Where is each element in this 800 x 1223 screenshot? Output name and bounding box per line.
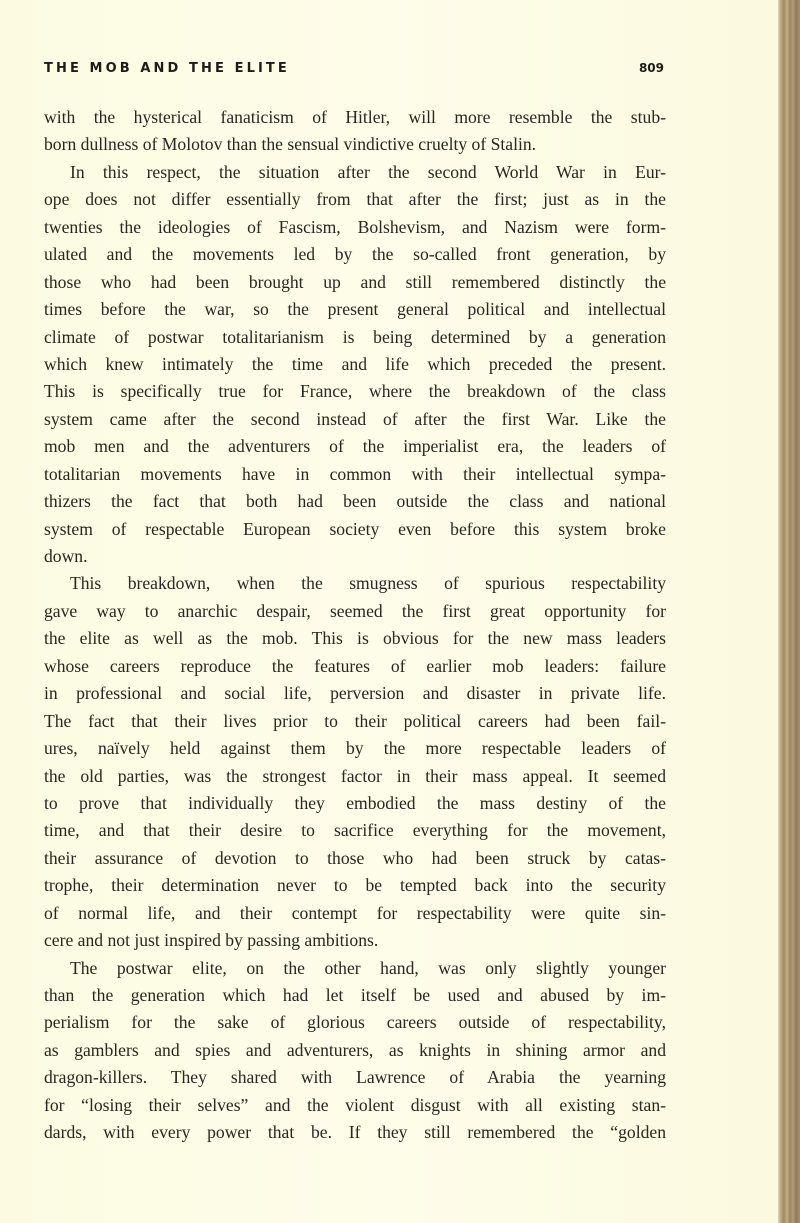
text-line: perialism for the sake of glorious careers outside of respectability, (44, 1012, 666, 1033)
text-line: climate of postwar totalitarianism is being determined by a generation (44, 326, 666, 347)
text-line: cere and not just inspired by passing ambitions. (44, 930, 379, 951)
text-line: born dullness of Molotov than the sensual vindictive cruelty of Stalin. (44, 134, 537, 155)
text-line: dragon-killers. They shared with Lawrence of Arabia the yearning (44, 1067, 666, 1088)
text-line: This breakdown, when the smugness of spurious respectability (70, 573, 666, 594)
text-line: the old parties, was the strongest factor in their mass appeal. It seemed (44, 765, 666, 786)
text-line: The fact that their lives prior to their political careers had been fail- (44, 710, 666, 731)
text-line: their assurance of devotion to those who had been struck by catas- (44, 847, 666, 868)
text-line: times before the war, so the present general political and intellectual (44, 299, 666, 320)
text-line: In this respect, the situation after the second World War in Eur- (70, 161, 666, 182)
text-line: down. (44, 546, 88, 566)
text-line: ulated and the movements led by the so-called front generation, by (44, 244, 666, 265)
text-line: to prove that individually they embodied the mass destiny of the (44, 792, 666, 813)
text-line: dards, with every power that be. If they still remembered the “golden (44, 1122, 666, 1143)
page-edge (778, 0, 800, 1223)
text-line: twenties the ideologies of Fascism, Bolshevism, and Nazism were form- (44, 216, 666, 237)
text-line: ures, naïvely held against them by the more respectable leaders of (44, 738, 666, 759)
text-line: The postwar elite, on the other hand, was only slightly younger (70, 957, 666, 978)
text-line: trophe, their determination never to be tempted back into the security (44, 875, 666, 896)
running-head-title: THE MOB AND THE ELITE (44, 61, 290, 76)
text-line: gave way to anarchic despair, seemed the first great opportunity for (44, 600, 666, 621)
text-line: system came after the second instead of after the first War. Like the (44, 408, 666, 429)
text-line: ope does not differ essentially from that after the first; just as in the (44, 189, 666, 210)
text-line: as gamblers and spies and adventurers, as knights in shining armor and (44, 1039, 666, 1060)
text-line: in professional and social life, perversion and disaster in private life. (44, 683, 666, 704)
text-line: than the generation which had let itself be used and abused by im- (44, 985, 666, 1005)
running-head (44, 61, 664, 76)
text-line: of normal life, and their contempt for respectability were quite sin- (44, 902, 666, 923)
page-number: 809 (638, 61, 664, 75)
text-line: This is specifically true for France, where the breakdown of the class (44, 381, 666, 402)
text-line: which knew intimately the time and life which preceded the present. (44, 353, 666, 374)
text-line: the elite as well as the mob. This is obvious for the new mass leaders (44, 628, 666, 649)
body-text (44, 104, 666, 1147)
text-line: system of respectable European society even before this system broke (44, 518, 666, 539)
text-line: time, and that their desire to sacrifice everything for the movement, (44, 820, 666, 841)
text-line: for “losing their selves” and the violent disgust with all existing stan- (44, 1094, 666, 1115)
text-line: those who had been brought up and still remembered distinctly the (44, 271, 666, 292)
text-line: with the hysterical fanaticism of Hitler, will more resemble the stub- (44, 107, 666, 127)
text-line: whose careers reproduce the features of earlier mob leaders: failure (44, 655, 666, 676)
text-line: mob men and the adventurers of the imperialist era, the leaders of (44, 436, 666, 457)
text-line: thizers the fact that both had been outside the class and national (44, 491, 666, 512)
text-line: totalitarian movements have in common with their intellectual sympa- (44, 463, 666, 484)
